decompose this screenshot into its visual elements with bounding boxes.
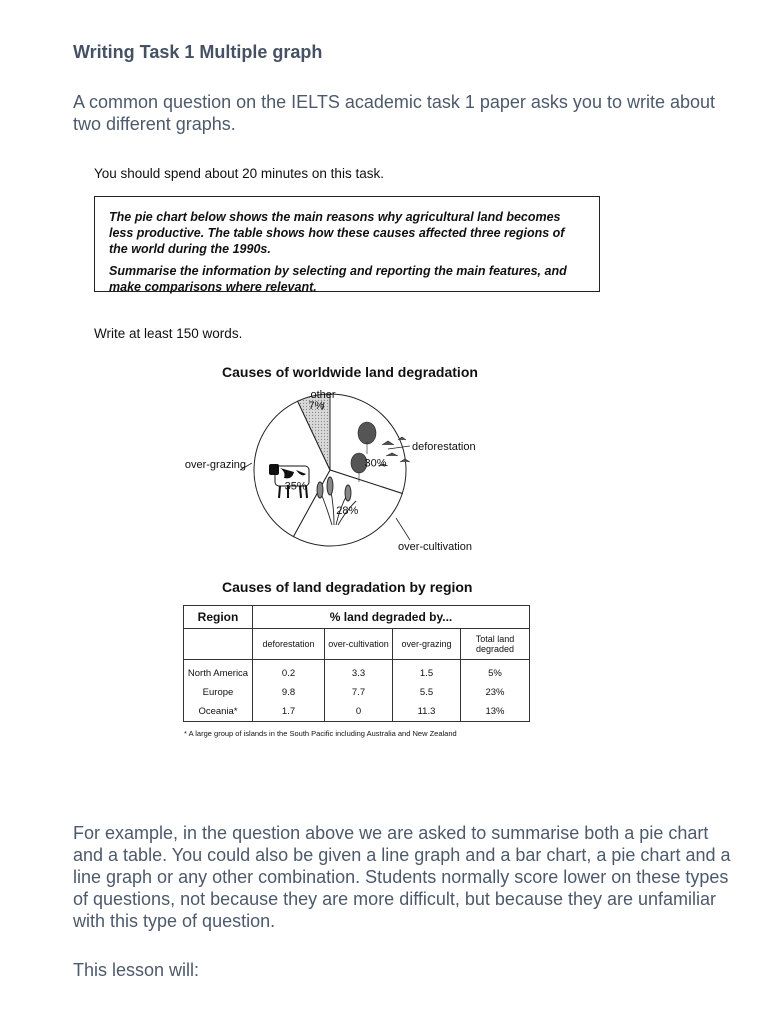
page-heading: Writing Task 1 Multiple graph: [73, 42, 323, 62]
task-description: The pie chart below shows the main reasons why agricultural land becomes less productive. The table shows how these causes affected three regions of the world during the 1990s.: [109, 210, 565, 256]
table-cell: 0.2: [253, 660, 325, 684]
pie-category-label: over-grazing: [184, 459, 246, 471]
word-count-note: Write at least 150 words.: [94, 326, 243, 341]
task-instruction-box: [94, 196, 600, 292]
task-time-note: You should spend about 20 minutes on this task.: [94, 166, 384, 181]
table-row: [184, 683, 530, 702]
pie-chart-title: Causes of worldwide land degradation: [222, 364, 478, 380]
col-header: deforestation: [253, 629, 325, 660]
row-region: Europe: [184, 683, 253, 702]
col-header: over-grazing: [393, 629, 461, 660]
table-cell: 11.3: [393, 702, 461, 722]
pie-chart: [184, 389, 500, 570]
table-row: [184, 660, 530, 684]
intro-paragraph: A common question on the IELTS academic task 1 paper asks you to write about two different graphs.: [73, 92, 716, 134]
pie-category-label: over-cultivation: [398, 541, 472, 553]
task-scan: [90, 160, 630, 750]
table-cell: 5%: [461, 660, 530, 684]
row-region: Oceania*: [184, 702, 253, 722]
col-header: Total land degraded: [461, 629, 530, 660]
table-cell: 9.8: [253, 683, 325, 702]
table-title: Causes of land degradation by region: [222, 579, 473, 595]
table-footnote: * A large group of islands in the South Pacific including Australia and New Zealand: [184, 729, 457, 738]
lesson-intro: This lesson will:: [73, 960, 200, 980]
table-cell: 13%: [461, 702, 530, 722]
pie-value-label: 30%: [364, 457, 387, 470]
table-cell: 1.7: [253, 702, 325, 722]
table-cell: 5.5: [393, 683, 461, 702]
region-table: [183, 605, 530, 722]
pie-category-label: deforestation: [412, 441, 476, 453]
body-paragraph: For example, in the question above we are asked to summarise both a pie chart and a table. You could also be given a line graph and a bar chart, a pie chart and a line graph or any other combination. Students normally score lower on these types of questions, not because they are more difficult, but because they are unfamiliar with this type of question.: [73, 823, 731, 931]
row-region: North America: [184, 660, 253, 684]
pie-category-label: other: [310, 389, 336, 401]
table-cell: 23%: [461, 683, 530, 702]
table-header-region: Region: [184, 606, 253, 629]
pie-value-label: 7%: [308, 400, 325, 413]
col-header: over-cultivation: [325, 629, 393, 660]
table-cell: 7.7: [325, 683, 393, 702]
pie-value-label: 35%: [284, 480, 307, 493]
table-cell: 1.5: [393, 660, 461, 684]
table-cell: 0: [325, 702, 393, 722]
table-row: [184, 702, 530, 722]
task-instruction: Summarise the information by selecting and reporting the main features, and make comparisons where relevant.: [109, 264, 567, 294]
table-cell: 3.3: [325, 660, 393, 684]
table-header-group: % land degraded by...: [253, 606, 530, 629]
pie-value-label: 28%: [336, 504, 359, 517]
